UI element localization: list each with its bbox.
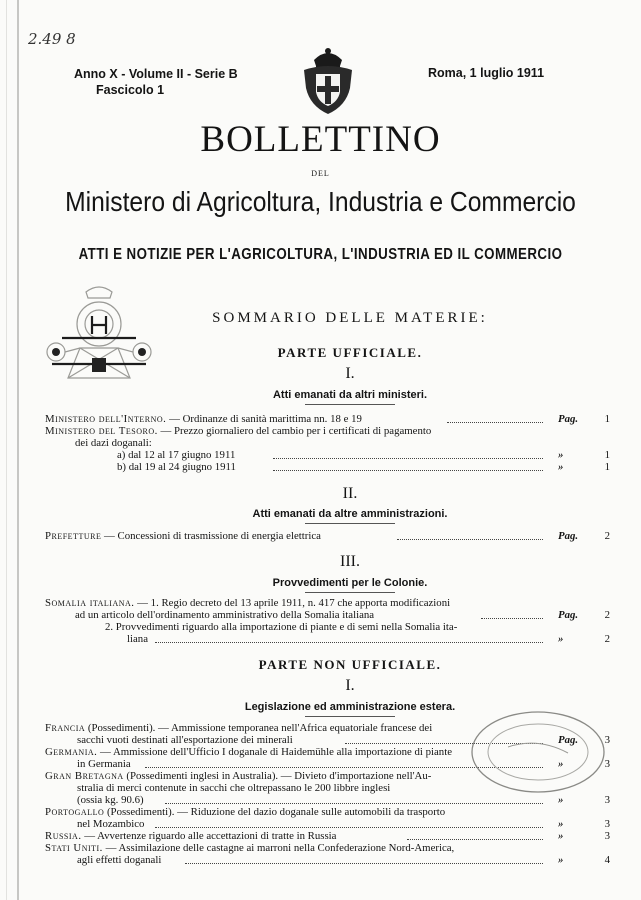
parte-non-ufficiale-heading: PARTE NON UFFICIALE. <box>258 657 442 672</box>
section-3-numeral: III. <box>340 553 360 570</box>
issue-fascicle: Fascicolo 1 <box>96 83 165 97</box>
title-del: DEL <box>311 169 330 178</box>
entry-russia: Russia. — Avvertenze riguardo alle accettazioni di tratte in Russia » 3 <box>45 830 610 842</box>
section-1-numeral: I. <box>345 365 355 382</box>
entry-tesoro-a: a) dal 12 al 17 giugno 1911 » 1 <box>117 449 610 461</box>
issue-date: Roma, 1 luglio 1911 <box>428 66 545 80</box>
section-2-numeral: II. <box>342 485 358 502</box>
section-4-numeral: I. <box>345 677 355 694</box>
section-3-heading: Provvedimenti per le Colonie. <box>272 577 428 589</box>
entry-stati-uniti: Stati Uniti. — Assimilazione delle castagne ai marroni nella Confederazione Nord-America, agli effetti doganali » 4 <box>45 842 610 867</box>
entry-tesoro: Ministero del Tesoro. — Prezzo giornaliero del cambio per i certificati di pagamento dei dazi doganali: <box>45 425 432 450</box>
entry-tesoro-b: b) dal 19 al 24 giugno 1911 » 1 <box>117 461 610 473</box>
handwritten-shelfmark: 2.49 8 <box>28 30 76 48</box>
ministry-name: Ministero di Agricoltura, Industria e Commercio <box>65 186 576 217</box>
entry-interno: Ministero dell'Interno. — Ordinanze di sanità marittima nn. 18 e 19 Pag. 1 <box>45 413 610 425</box>
issue-volume: Anno X - Volume II - Serie B <box>74 67 238 81</box>
entry-gran-bretagna: Gran Bretagna (Possedimenti inglesi in Australia). — Divieto d'importazione nell'Au- stralia di merci contenute in sacchi che oltrepassano le 200 libbre inglesi (ossia kg. 90.6) » 3 <box>45 770 610 807</box>
sommario-heading: SOMMARIO DELLE MATERIE: <box>212 310 488 326</box>
entry-francia: Francia (Possedimenti). — Ammissione temporanea nell'Africa equatoriale francese dei sacchi vuoti destinati all'esportazione dei minerali Pag. 3 <box>45 722 610 747</box>
entry-portogallo: Portogallo (Possedimenti). — Riduzione del dazio doganale sulle automobili da trasporto nel Mozambico » 3 <box>45 806 610 831</box>
entry-prefetture: Prefetture — Concessioni di trasmissione di energia elettrica Pag. 2 <box>45 530 610 542</box>
library-oval-stamp-icon <box>468 707 608 802</box>
entry-somalia-2: 2. Provvedimenti riguardo alla importazione di piante e di semi nella Somalia ita- liana » 2 <box>105 621 610 646</box>
royal-crest-icon <box>300 44 356 121</box>
bulletin-subtitle: ATTI E NOTIZIE PER L'AGRICOLTURA, L'INDUSTRIA ED IL COMMERCIO <box>78 246 563 263</box>
section-4-heading: Legislazione ed amministrazione estera. <box>244 701 456 713</box>
entry-somalia: Somalia italiana. — 1. Regio decreto del 13 aprile 1911, n. 417 che apporta modificazioni ad un articolo dell'ordinamento amministrativo della Somalia italiana Pag. 2 <box>45 597 610 622</box>
issue-info <box>74 66 238 98</box>
section-1-heading: Atti emanati da altri ministeri. <box>272 389 428 401</box>
section-2-heading: Atti emanati da altre amministrazioni. <box>252 508 448 520</box>
parte-ufficiale-heading: PARTE UFFICIALE. <box>277 345 423 360</box>
bulletin-title: BOLLETTINO <box>200 119 441 160</box>
entry-germania: Germania. — Ammissione dell'Ufficio I doganale di Haidemühle alla importazione di piante in Germania » 3 <box>45 746 610 771</box>
